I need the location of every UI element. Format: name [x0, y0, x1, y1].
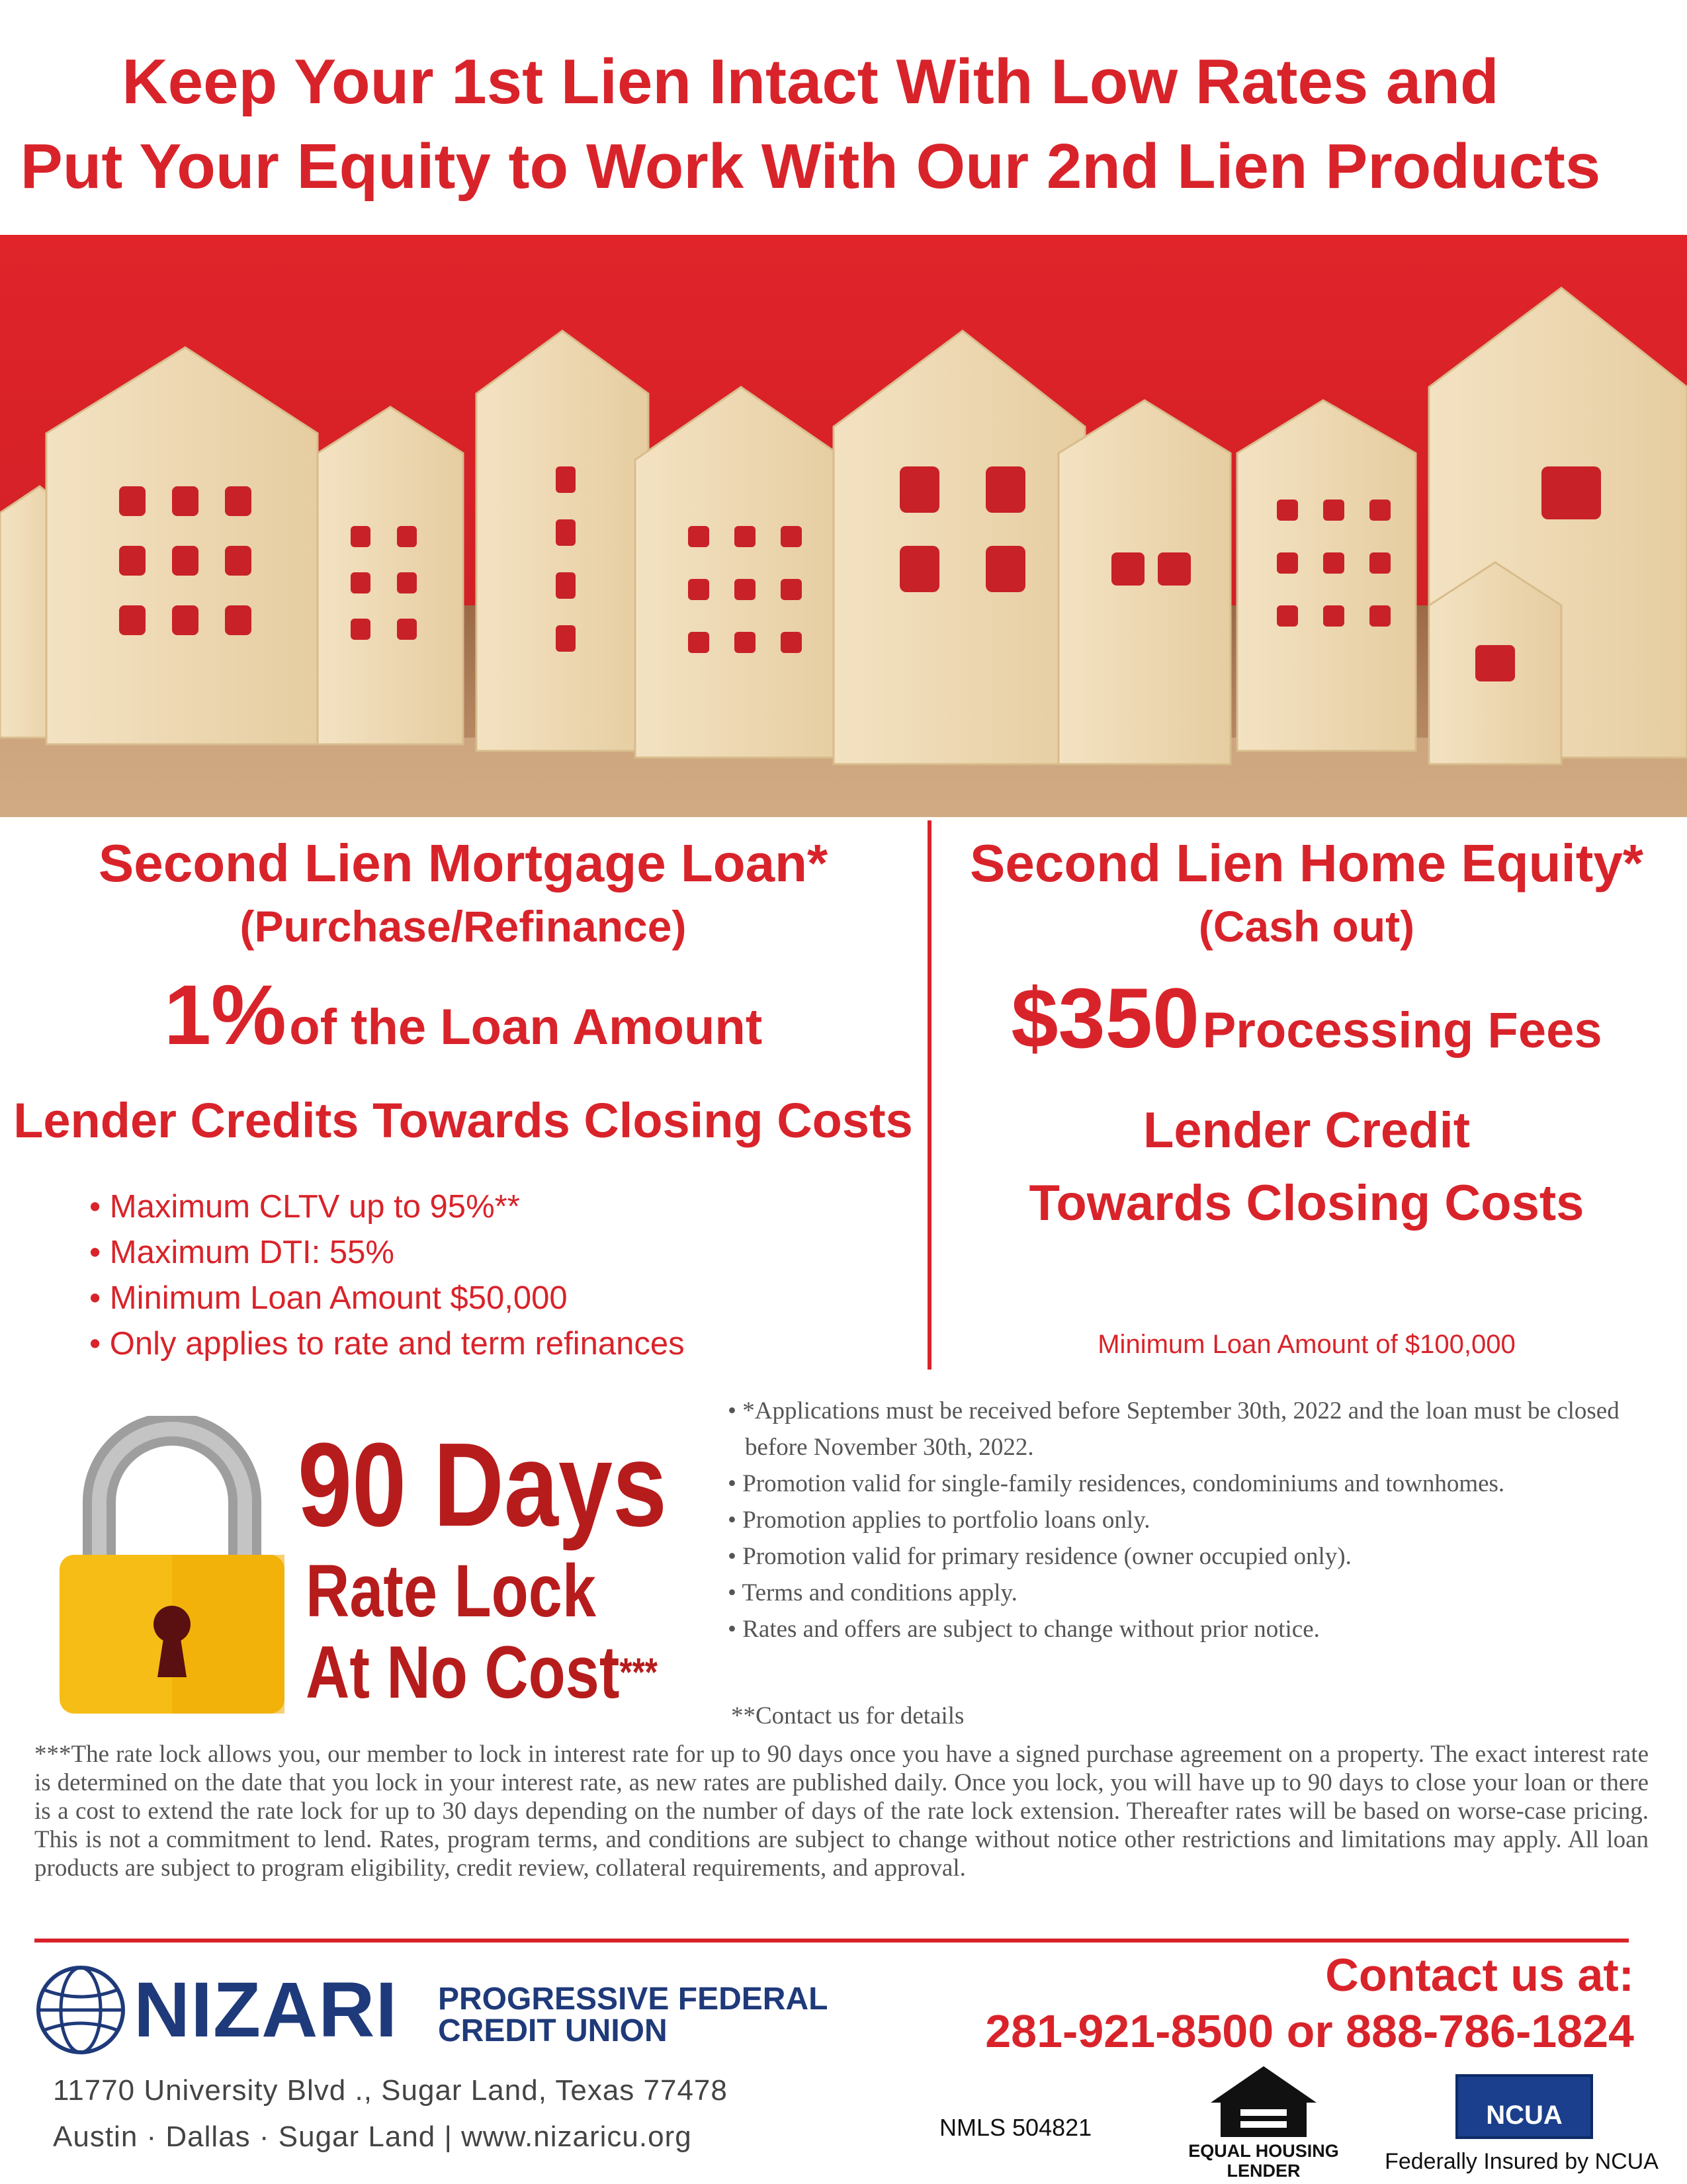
credit-union-logo — [34, 1964, 842, 2063]
equal-housing-icon — [1184, 2063, 1343, 2139]
rate-lock-line-1: 90 Days — [298, 1419, 668, 1551]
list-item: • *Applications must be received before September 30th, 2022 and the loan must be closed before November 30th, 2022. — [728, 1393, 1654, 1465]
contact-details-note: **Contact us for details — [731, 1702, 965, 1729]
phone-numbers[interactable]: 281-921-8500 or 888-786-1824 — [985, 2005, 1634, 2057]
globe-icon — [34, 1964, 127, 2056]
padlock-icon — [60, 1416, 284, 1714]
right-offer-highlight-text: Processing Fees — [1202, 1002, 1602, 1059]
brand-subtitle — [438, 1984, 828, 2047]
right-offer-highlight-value: $350 — [1011, 971, 1200, 1066]
right-offer — [933, 830, 1680, 1240]
left-offer-title: Second Lien Mortgage Loan* — [98, 834, 828, 893]
ehl-line-1: EQUAL HOUSING — [1188, 2141, 1339, 2161]
headline-line-1: Keep Your 1st Lien Intact With Low Rates and — [122, 46, 1499, 117]
right-offer-line3: Towards Closing Costs — [1029, 1175, 1584, 1231]
nmls-number: NMLS 504821 — [939, 2114, 1092, 2141]
headline — [0, 40, 1621, 209]
ncua-logo-text: NCUA — [1486, 2101, 1563, 2130]
left-offer-highlight-text: of the Loan Amount — [289, 999, 763, 1055]
right-offer-highlight — [933, 969, 1680, 1094]
rate-lock-line-3 — [306, 1633, 658, 1712]
brand-subtitle-line-1: PROGRESSIVE FEDERAL — [438, 1982, 828, 2017]
footer-divider — [34, 1939, 1629, 1943]
ehl-line-2: LENDER — [1227, 2161, 1301, 2181]
right-offer-line2: Lender Credit — [1143, 1102, 1471, 1158]
rate-lock-disclaimer: ***The rate lock allows you, our member to lock in interest rate for up to 90 days once you have a signed purchase agreement on a property. The exact interest rate is determined on the date that you lock in your interest rate, as new rates are published daily. Once you lock, you will have up to 90 days to close your loan or there is a cost to extend the rate lock for up to 30 days depending on the number of days of the rate lock extension. Thereafter rates will be based on worse-case pricing. This is not a commitment to lend. Rates, program terms, and conditions are subject to change without notice other restrictions and limitations may apply. All loan products are subject to program eligibility, credit review, collateral requirements, and approval. — [34, 1741, 1649, 1882]
left-offer — [0, 830, 926, 1154]
list-item: • Promotion applies to portfolio loans only. — [728, 1502, 1654, 1538]
right-offer-title: Second Lien Home Equity* — [970, 834, 1643, 893]
rate-lock-line-3-text: At No Cost — [306, 1631, 620, 1714]
rate-lock-line-2: Rate Lock — [306, 1550, 596, 1632]
terms-list — [728, 1393, 1654, 1647]
list-item: • Terms and conditions apply. — [728, 1575, 1654, 1611]
ncua-caption: Federally Insured by NCUA — [1385, 2149, 1659, 2174]
contact-label: Contact us at: — [1325, 1949, 1634, 2001]
list-item: • Minimum Loan Amount $50,000 — [89, 1276, 685, 1321]
brand-name: NIZARI — [134, 1966, 398, 2054]
ncua-badge — [1455, 2074, 1593, 2139]
list-item: • Only applies to rate and term refinances — [89, 1321, 685, 1367]
left-offer-bullets — [89, 1184, 685, 1367]
left-offer-subtitle: (Purchase/Refinance) — [239, 902, 687, 951]
right-offer-subtitle: (Cash out) — [1198, 902, 1415, 951]
rate-lock-marker: *** — [619, 1650, 658, 1694]
headline-line-2: Put Your Equity to Work With Our 2nd Lien Products — [20, 131, 1601, 202]
left-offer-line2: Lender Credits Towards Closing Costs — [13, 1093, 913, 1148]
brand-subtitle-line-2: CREDIT UNION — [438, 2013, 668, 2048]
address: 11770 University Blvd ., Sugar Land, Texas 77478 — [53, 2074, 728, 2107]
equal-housing-lender-badge — [1184, 2063, 1343, 2182]
ehl-text — [1184, 2141, 1343, 2181]
left-offer-highlight — [0, 969, 926, 1088]
list-item: • Promotion valid for single-family residences, condominiums and townhomes. — [728, 1465, 1654, 1502]
locations-and-website: Austin · Dallas · Sugar Land | www.nizaricu.org — [53, 2120, 692, 2153]
list-item: • Promotion valid for primary residence (owner occupied only). — [728, 1538, 1654, 1575]
left-offer-highlight-value: 1% — [163, 968, 286, 1063]
list-item: • Maximum DTI: 55% — [89, 1230, 685, 1276]
list-item: • Maximum CLTV up to 95%** — [89, 1184, 685, 1230]
wooden-houses-photo — [0, 235, 1687, 817]
right-offer-note: Minimum Loan Amount of $100,000 — [1098, 1330, 1516, 1359]
column-divider — [928, 820, 931, 1370]
list-item: • Rates and offers are subject to change without prior notice. — [728, 1611, 1654, 1647]
